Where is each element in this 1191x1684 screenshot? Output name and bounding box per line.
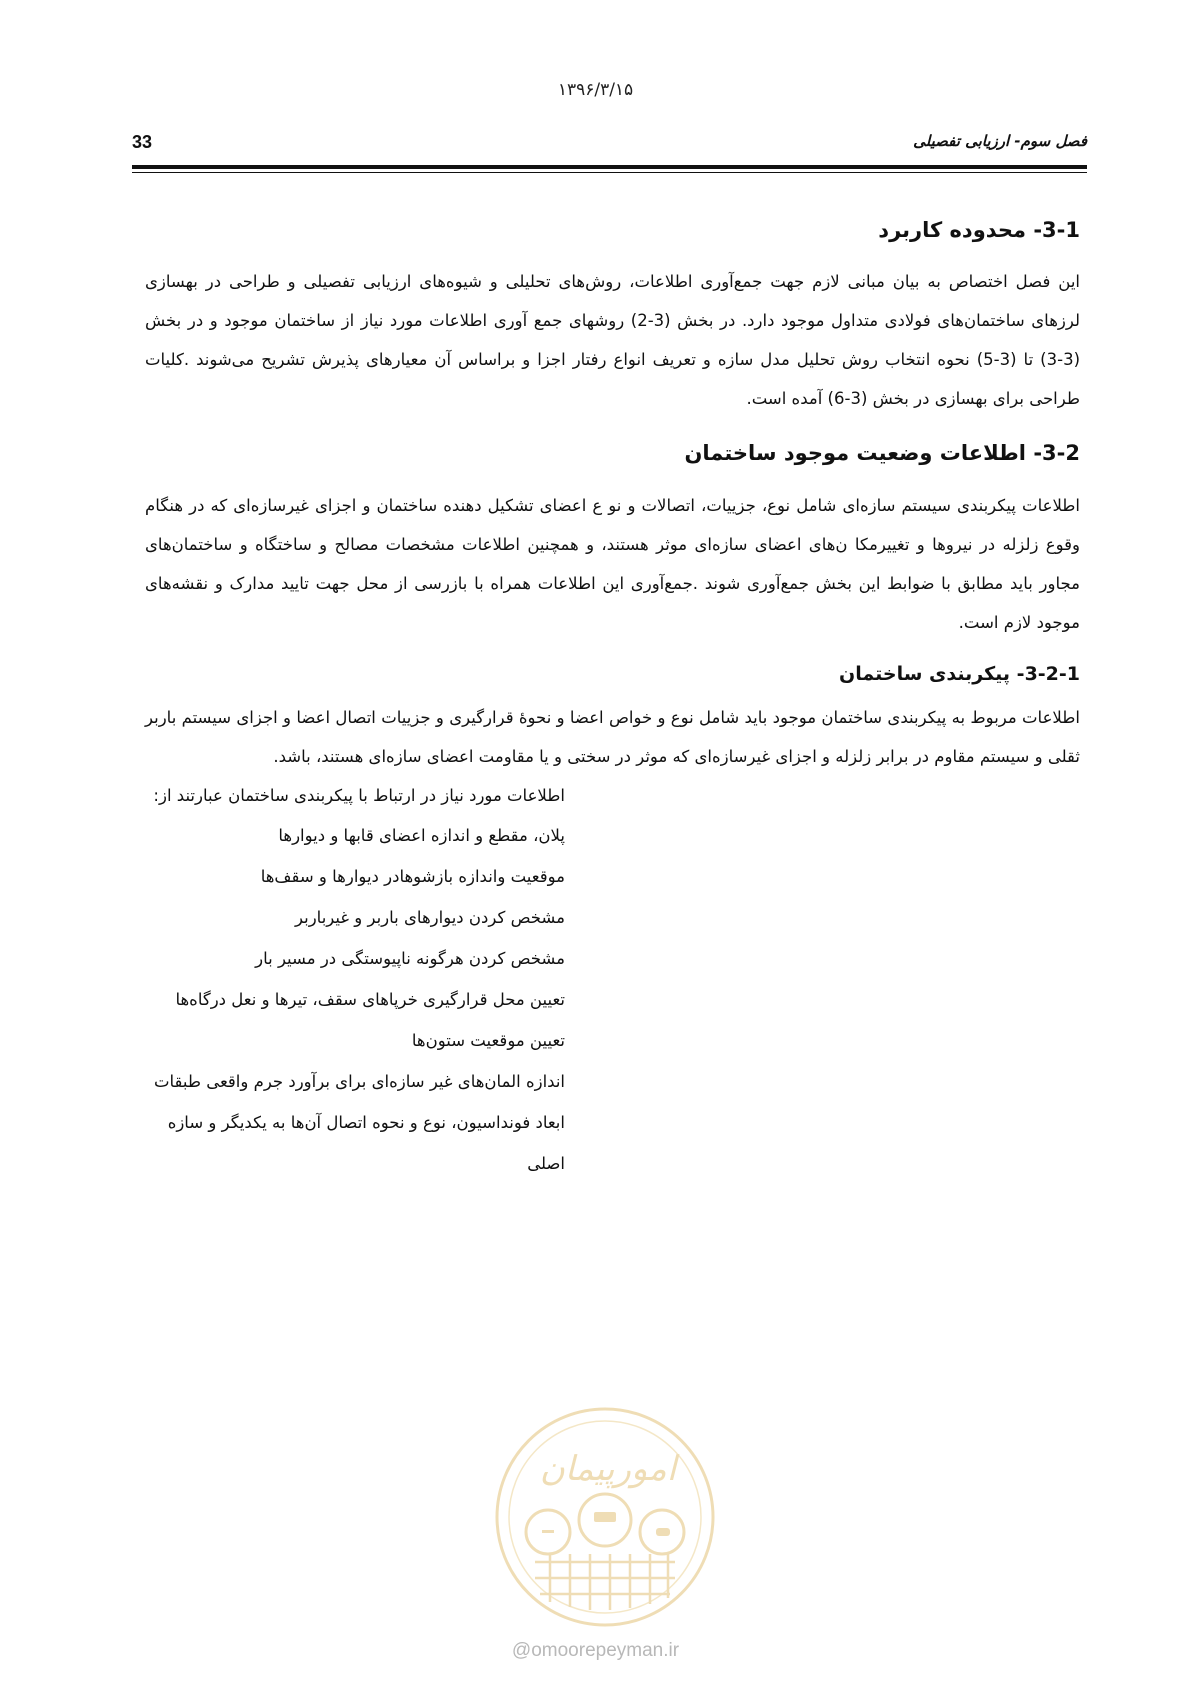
- section-heading-scope: 3-1- محدوده کاربرد: [878, 218, 1080, 242]
- chapter-title: فصل سوم- ارزیابی تفصیلی: [913, 132, 1087, 150]
- watermark-logo: [490, 1402, 720, 1632]
- page-date: ۱۳۹۶/۳/۱۵: [557, 80, 634, 100]
- list-item: تعیین محل قرارگیری خرپاهای سقف، تیرها و نعل درگاه‌ها: [175, 990, 565, 1010]
- section-paragraph-existing-conditions: اطلاعات پیکربندی سیستم سازه‌ای شامل نوع، جزییات، اتصالات و نو ع اعضای تشکیل دهنده ساختمان و اجزای غیرسازه‌ای که در هنگام وقوع زلزله در نیروها و تغییرمکا ن‌های اعضای سازه‌ای موثر هستند، و همچنین اطلاعات مشخصات مصالح و ساختگاه و ساختمان‌های مجاور باید مطابق با ضوابط این بخش جمع‌آوری شوند .جمع‌آوری این اطلاعات همراه با بازرسی از محل جهت تایید مدارک و نقشه‌های موجود لازم است.: [145, 495, 1080, 632]
- page-header: [132, 128, 1087, 164]
- list-intro: اطلاعات مورد نیاز در ارتباط با پیکربندی ساختمان عبارتند از:: [153, 786, 565, 806]
- page-number: 33: [132, 132, 153, 152]
- list-item: مشخص کردن دیوارهای باربر و غیرباربر: [295, 908, 565, 928]
- header-rule-thick: [132, 165, 1087, 169]
- section-paragraph-scope: این فصل اختصاص به بیان مبانی لازم جهت جمع‌آوری اطلاعات، روش‌های تحلیلی و شیوه‌های ارزیابی تفصیلی و طراحی در بهسازی لرزهای ساختمان‌های فولادی متداول موجود دارد. در بخش (3-2) روشهای جمع آوری اطلاعات مورد نیاز از ساختمان موجود و در بخش (3-3) تا (3-5) نحوه انتخاب روش تحلیل مدل سازه و تعریف انواع رفتار اجزا و براساس آن معیارهای پذیرش تشریح می‌شوند .کلیات طراحی برای بهسازی در بخش (3-6) آمده است.: [145, 272, 1080, 409]
- requirements-list: [145, 815, 1080, 1184]
- list-item: موقعیت واندازه بازشوهادر دیوارها و سقف‌ها: [260, 867, 565, 887]
- list-item: مشخص کردن هرگونه ناپیوستگی در مسیر بار: [255, 949, 565, 969]
- subsection-heading-configuration: 3-2-1- پیکربندی ساختمان: [839, 662, 1080, 685]
- section-heading-existing-conditions: 3-2- اطلاعات وضعیت موجود ساختمان: [684, 441, 1080, 466]
- header-rule-thin: [132, 172, 1087, 173]
- watermark-logo-text: امورپیمان: [539, 1449, 677, 1489]
- page-content: [145, 195, 1080, 1184]
- watermark-url: @omoorepeyman.ir: [511, 1640, 680, 1661]
- list-item: تعیین موقعیت ستون‌ها: [411, 1031, 565, 1051]
- list-item: ابعاد فونداسیون، نوع و نحوه اتصال آن‌ها به یکدیگر و سازه اصلی: [167, 1113, 565, 1174]
- list-item: اندازه المان‌های غیر سازه‌ای برای برآورد جرم واقعی طبقات: [153, 1072, 565, 1092]
- list-item: پلان، مقطع و اندازه اعضای قابها و دیوارها: [278, 826, 565, 846]
- at-icon: @: [511, 1640, 532, 1661]
- subsection-paragraph-configuration: اطلاعات مربوط به پیکربندی ساختمان موجود باید شامل نوع و خواص اعضا و نحوۀ قرارگیری و جزییات اتصال اعضا و اجزای سیستم باربر ثقلی و سیستم مقاوم در برابر زلزله و اجزای غیرسازه‌ای که موثر در سختی و یا مقاومت اعضای سازه‌ای هستند، باشد.: [145, 708, 1080, 767]
